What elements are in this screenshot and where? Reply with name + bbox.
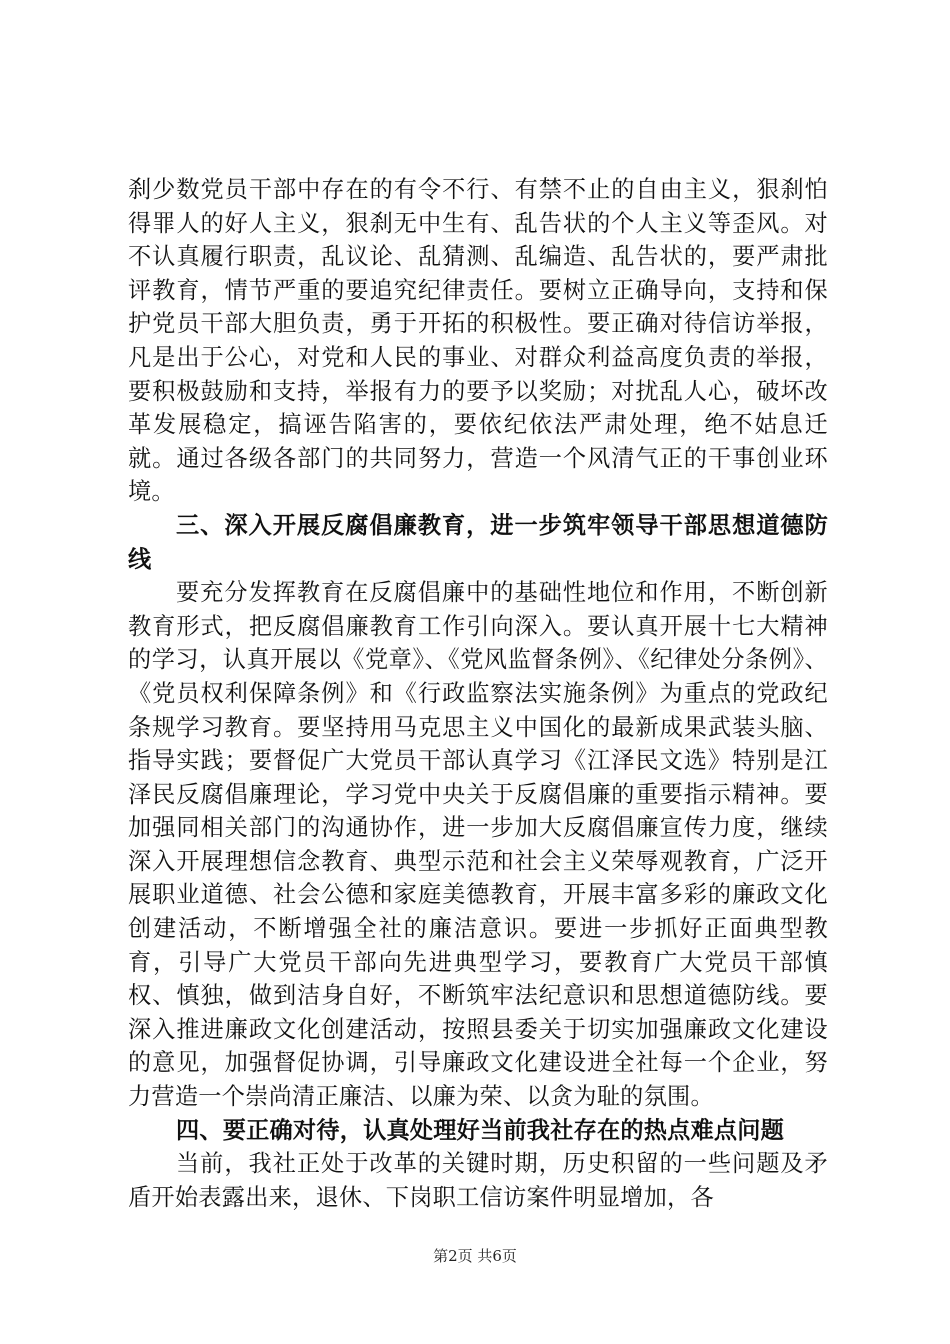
body-paragraph-2: 要充分发挥教育在反腐倡廉中的基础性地位和作用，不断创新教育形式，把反腐倡廉教育工作引向深入。要认真开展十七大精神的学习，认真开展以《党章》、《党风监督条例》、《纪律处分条例》、《党员权利保障条例》和《行政监察法实施条例》为重点的党政纪条规学习教育。要坚持用马克思主义中国化的最新成果武装头脑、指导实践；要督促广大党员干部认真学习《江泽民文选》特别是江泽民反腐倡廉理论，学习党中央关于反腐倡廉的重要指示精神。要加强同相关部门的沟通协作，进一步加大反腐倡廉宣传力度，继续深入开展理想信念教育、典型示范和社会主义荣辱观教育，广泛开展职业道德、社会公德和家庭美德教育，开展丰富多彩的廉政文化创建活动，不断增强全社的廉洁意识。要进一步抓好正面典型教育，引导广大党员干部向先进典型学习，要教育广大党员干部慎权、慎独，做到洁身自好，不断筑牢法纪意识和思想道德防线。要深入推进廉政文化创建活动，按照县委关于切实加强廉政文化建设的意见，加强督促协调，引导廉政文化建设进全社每一个企业，努力营造一个崇尚清正廉洁、以廉为荣、以贪为耻的氛围。 [128, 579, 828, 1111]
section-heading-3: 三、深入开展反腐倡廉教育，进一步筑牢领导干部思想道德防线 [128, 511, 828, 573]
section-heading-4: 四、要正确对待，认真处理好当前我社存在的热点难点问题 [176, 1116, 785, 1144]
body-paragraph-1: 刹少数党员干部中存在的有令不行、有禁不止的自由主义，狠刹怕得罪人的好人主义，狠刹无中生有、乱告状的个人主义等歪风。对不认真履行职责，乱议论、乱猜测、乱编造、乱告状的，要严肃批评教育，情节严重的要追究纪律责任。要树立正确导向，支持和保护党员干部大胆负责，勇于开拓的积极性。要正确对待信访举报，凡是出于公心，对党和人民的事业、对群众利益高度负责的举报，要积极鼓励和支持，举报有力的要予以奖励；对扰乱人心，破坏改革发展稳定，搞诬告陷害的，要依纪依法严肃处理，绝不姑息迁就。通过各级各部门的共同努力，营造一个风清气正的干事创业环境。 [128, 176, 828, 506]
body-paragraph-3: 当前，我社正处于改革的关键时期，历史积留的一些问题及矛盾开始表露出来，退休、下岗职工信访案件明显增加，各 [128, 1150, 828, 1211]
page-footer: 第2页 共6页 [433, 1247, 517, 1265]
document-body [128, 173, 828, 1214]
